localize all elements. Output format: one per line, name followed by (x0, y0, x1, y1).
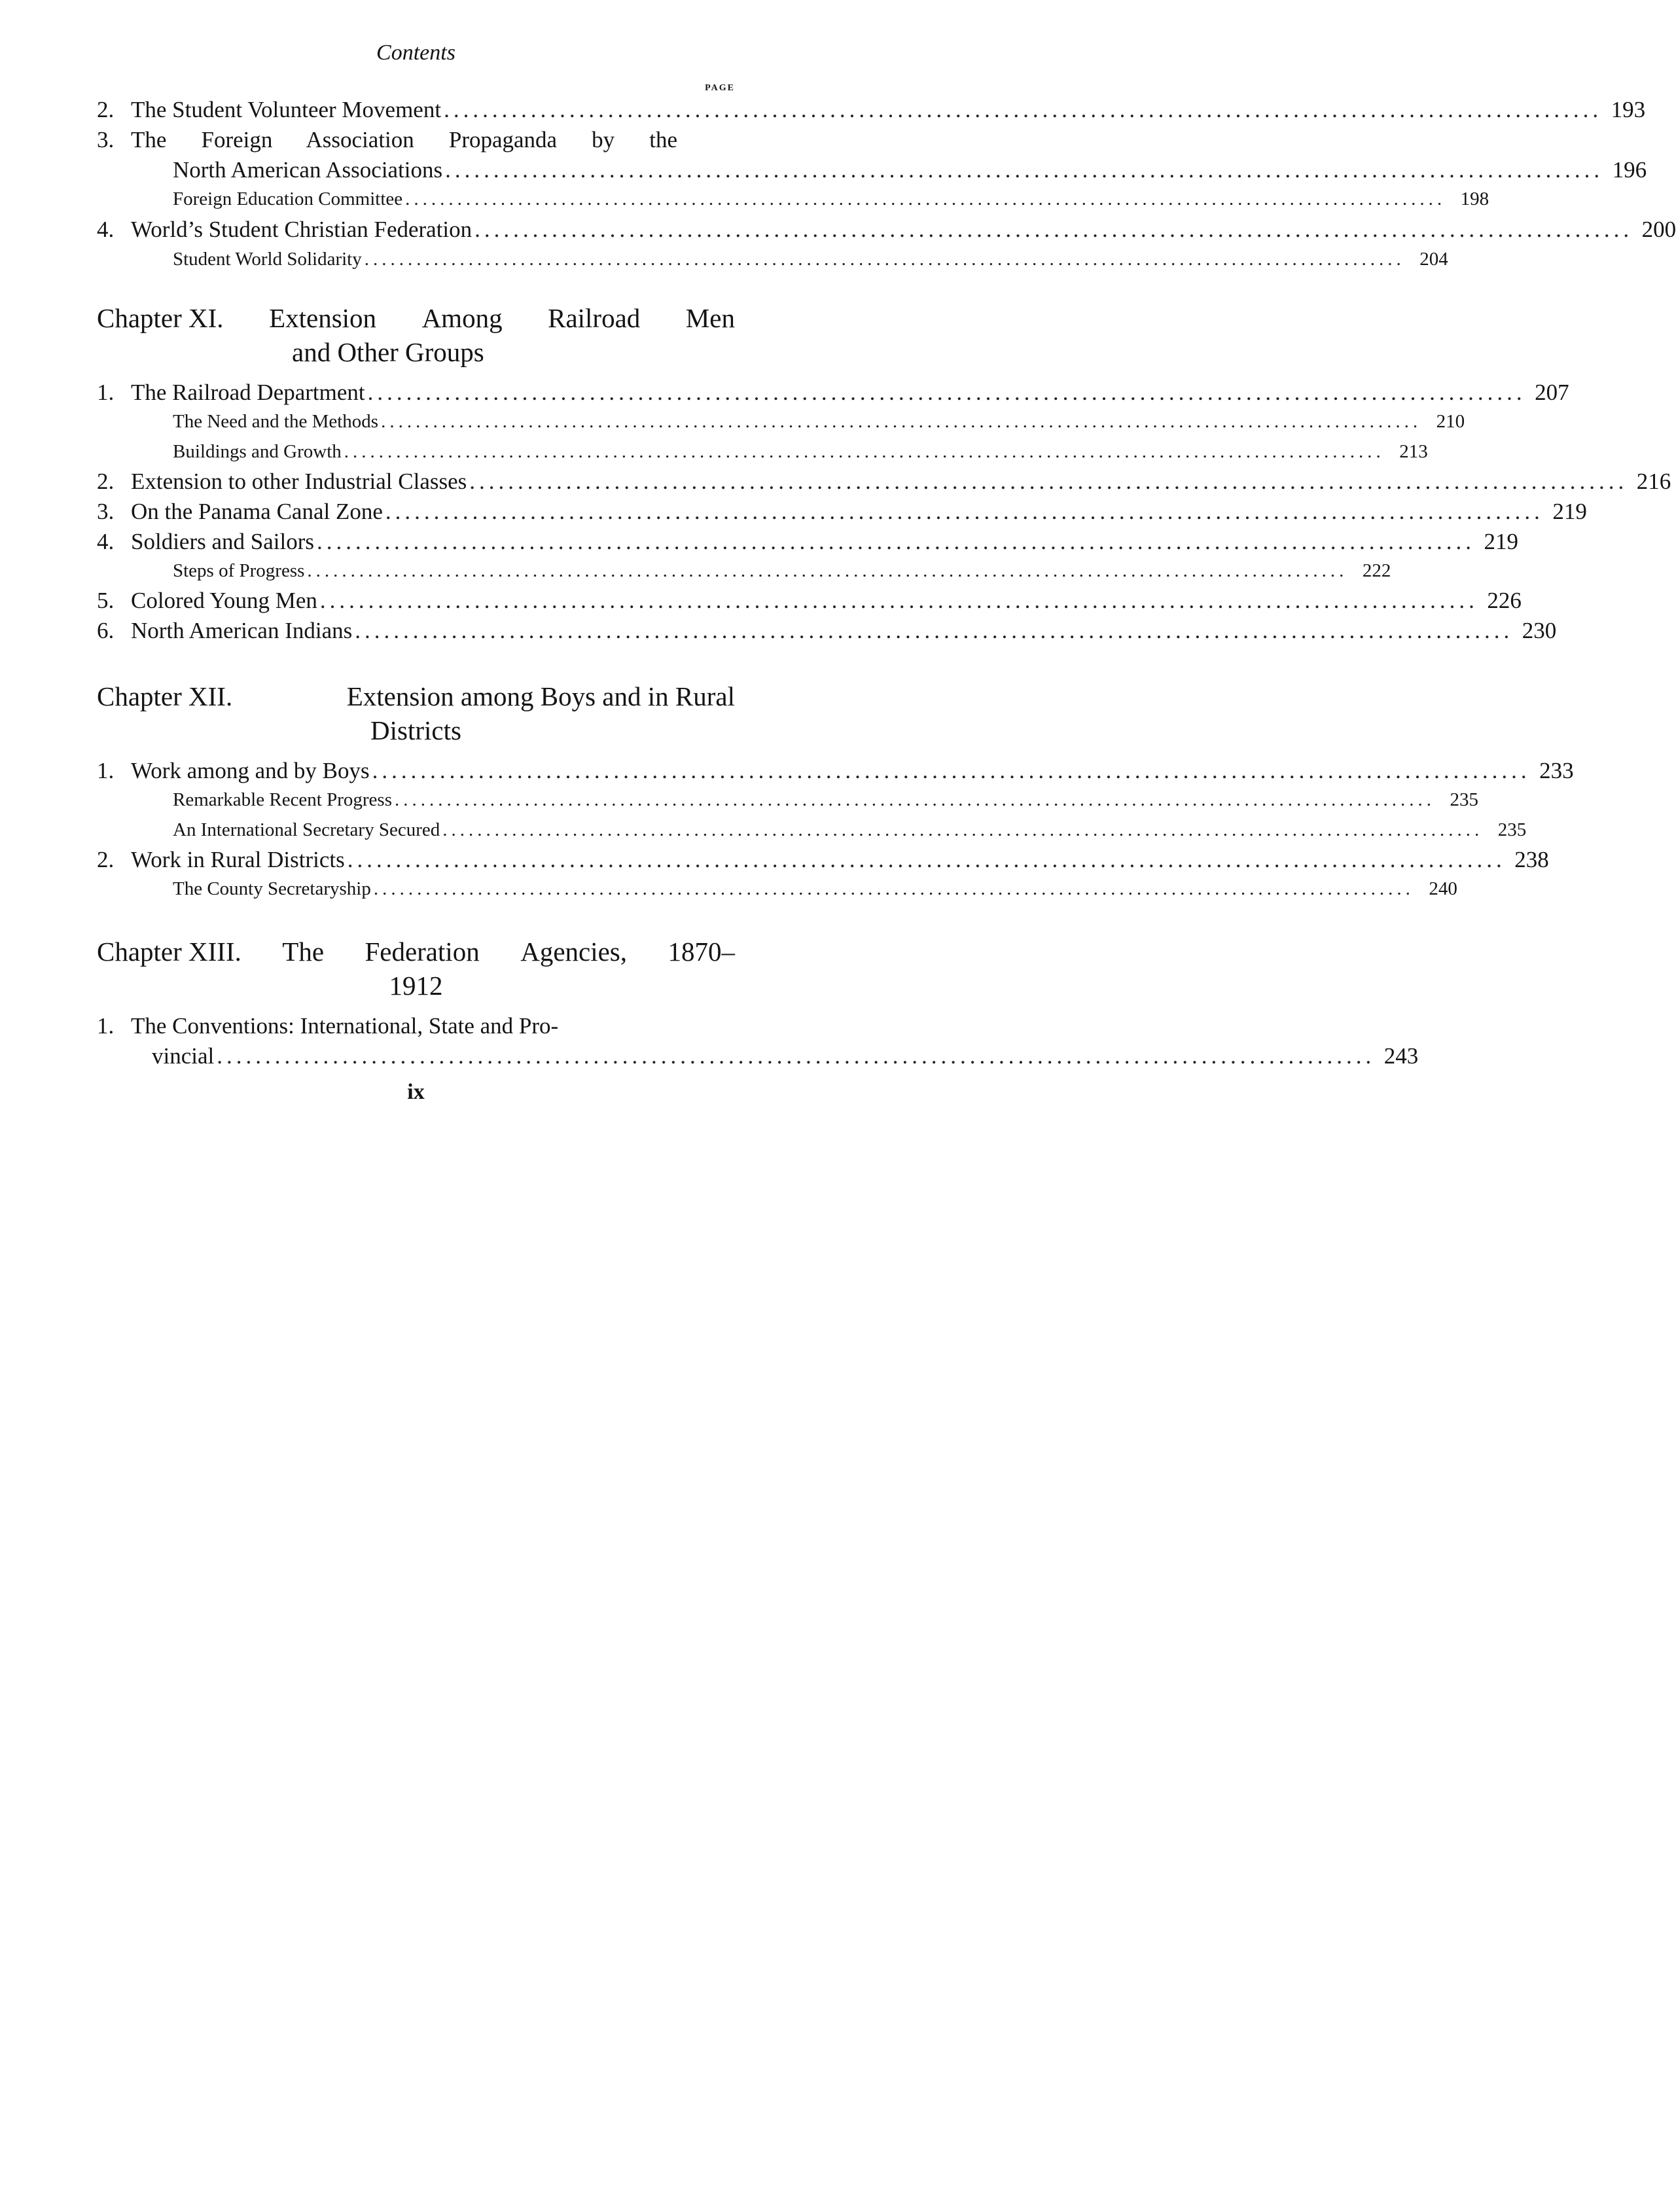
chapter-heading-xi (97, 302, 735, 368)
entry-number: 2. (97, 847, 115, 872)
dot-leader: ........................................................................................................................ (395, 789, 1436, 810)
chapter-title-word: Among (421, 303, 503, 333)
entry-number: 4. (97, 529, 115, 554)
chapter-label: Chapter XI. (97, 303, 224, 333)
toc-entry-line1 (97, 1013, 735, 1039)
chapter-title-word: Extension (269, 303, 377, 333)
toc-entry (97, 217, 1676, 247)
entry-number: 3. (97, 127, 115, 152)
toc-entry (97, 529, 1518, 559)
toc-entry (97, 618, 1557, 648)
chapter-title-word: Men (685, 303, 735, 333)
toc-page (97, 0, 1676, 1169)
entry-number: 2. (97, 97, 115, 122)
entry-number: 3. (97, 499, 115, 524)
dot-leader: ........................................................................................................................ (381, 411, 1422, 432)
page-folio: ix (407, 1080, 425, 1104)
toc-entry (97, 97, 1646, 127)
entry-page: 207 (1535, 380, 1569, 405)
toc-entry (97, 588, 1522, 618)
dot-leader: ........................................................................................................................ (372, 758, 1531, 783)
entry-title: Remarkable Recent Progress (173, 789, 393, 810)
entry-number: 1. (97, 758, 115, 783)
entry-number: 6. (97, 618, 115, 643)
toc-entry (97, 847, 1549, 877)
toc-subentry (97, 188, 1489, 215)
entry-page: 233 (1539, 758, 1574, 783)
dot-leader: ........................................................................................................................ (373, 878, 1414, 899)
entry-number: 1. (97, 380, 115, 405)
dot-leader: ........................................................................................................................ (217, 1043, 1376, 1069)
chapter-title-line2: and Other Groups (292, 337, 484, 367)
entry-page: 216 (1636, 469, 1671, 494)
dot-leader: ........................................................................................................................ (307, 560, 1348, 581)
dot-leader: ........................................................................................................................ (344, 441, 1385, 462)
entry-title: North American Indians (131, 618, 353, 643)
chapter-title-word: Federation (365, 937, 480, 967)
page-column-label: PAGE (705, 83, 735, 93)
toc-entry-line1 (97, 127, 735, 153)
chapter-title-word: Railroad (548, 303, 641, 333)
dot-leader: ........................................................................................................................ (364, 249, 1405, 270)
entry-number: 4. (97, 217, 115, 242)
toc-subentry (97, 819, 1527, 846)
toc-entry (97, 380, 1569, 410)
entry-title: Soldiers and Sailors (131, 529, 314, 554)
chapter-label: Chapter XII. (97, 681, 233, 711)
entry-page: 219 (1484, 529, 1518, 554)
entry-page: 226 (1487, 588, 1522, 613)
chapter-title-word: Agencies, (520, 937, 628, 967)
entry-title-line2: vincial (152, 1043, 215, 1069)
entry-title: Buildings and Growth (173, 441, 342, 462)
entry-title: Work among and by Boys (131, 758, 370, 783)
running-title: Contents (376, 41, 455, 65)
toc-subentry (97, 789, 1479, 815)
entry-title: Work in Rural Districts (131, 847, 345, 872)
entry-page: 222 (1362, 560, 1391, 581)
entry-page: 193 (1611, 97, 1646, 122)
entry-title: The Need and the Methods (173, 411, 379, 432)
dot-leader: ........................................................................................................................ (474, 217, 1633, 242)
entry-number: 1. (97, 1013, 115, 1039)
entry-title-line1: The Foreign Association Propaganda by the (131, 127, 677, 152)
entry-title: World’s Student Christian Federation (131, 217, 472, 242)
chapter-title-line2: Districts (370, 715, 461, 745)
entry-page: 243 (1383, 1043, 1419, 1069)
toc-subentry (97, 249, 1448, 275)
entry-page: 200 (1641, 217, 1676, 242)
chapter-title-word: The (282, 937, 325, 967)
entry-page: 230 (1522, 618, 1557, 643)
entry-title: An International Secretary Secured (173, 819, 440, 840)
entry-page: 204 (1419, 249, 1448, 270)
entry-title: Colored Young Men (131, 588, 317, 613)
entry-page: 213 (1399, 441, 1428, 462)
dot-leader: ........................................................................................................................ (319, 588, 1478, 613)
dot-leader: ........................................................................................................................ (316, 529, 1475, 554)
toc-subentry (97, 441, 1428, 467)
dot-leader: ........................................................................................................................ (445, 157, 1604, 183)
dot-leader: ........................................................................................................................ (355, 618, 1514, 643)
dot-leader: ........................................................................................................................ (347, 847, 1506, 872)
toc-subentry (97, 560, 1391, 586)
entry-number: 5. (97, 588, 115, 613)
chapter-label: Chapter XIII. (97, 937, 241, 967)
chapter-title-line2: 1912 (389, 971, 443, 1001)
entry-page: 238 (1514, 847, 1549, 872)
dot-leader: ........................................................................................................................ (367, 380, 1526, 405)
entry-page: 235 (1450, 789, 1479, 810)
entry-page: 240 (1429, 878, 1457, 899)
entry-page: 196 (1612, 157, 1647, 183)
entry-title: Steps of Progress (173, 560, 305, 581)
toc-entry (97, 469, 1671, 499)
toc-subentry (97, 878, 1457, 904)
toc-entry-continuation (97, 1043, 1419, 1073)
chapter-title-line1: Extension among Boys and in Rural (346, 681, 735, 711)
entry-title-line2: North American Associations (173, 157, 443, 183)
entry-page: 210 (1436, 411, 1465, 432)
entry-title: The Student Volunteer Movement (131, 97, 442, 122)
dot-leader: ........................................................................................................................ (442, 819, 1484, 840)
entry-title: Foreign Education Committee (173, 188, 403, 209)
chapter-title-word: 1870– (668, 937, 735, 967)
entry-title: The Railroad Department (131, 380, 365, 405)
entry-title: Student World Solidarity (173, 249, 362, 270)
entry-title: Extension to other Industrial Classes (131, 469, 467, 494)
dot-leader: ........................................................................................................................ (444, 97, 1603, 122)
entry-page: 235 (1497, 819, 1527, 840)
toc-subentry (97, 411, 1465, 437)
dot-leader: ........................................................................................................................ (405, 188, 1446, 209)
dot-leader: ........................................................................................................................ (469, 469, 1628, 494)
entry-title-line1: The Conventions: International, State and Pro- (131, 1013, 559, 1039)
entry-title: The County Secretaryship (173, 878, 371, 899)
entry-page: 219 (1552, 499, 1587, 524)
entry-title: On the Panama Canal Zone (131, 499, 383, 524)
toc-entry (97, 499, 1587, 529)
dot-leader: ........................................................................................................................ (385, 499, 1544, 524)
chapter-heading-xiii (97, 936, 735, 1001)
toc-entry (97, 758, 1574, 788)
chapter-heading-xii (97, 681, 735, 746)
entry-page: 198 (1460, 188, 1489, 209)
toc-entry-continuation (97, 157, 1647, 187)
entry-number: 2. (97, 469, 115, 494)
